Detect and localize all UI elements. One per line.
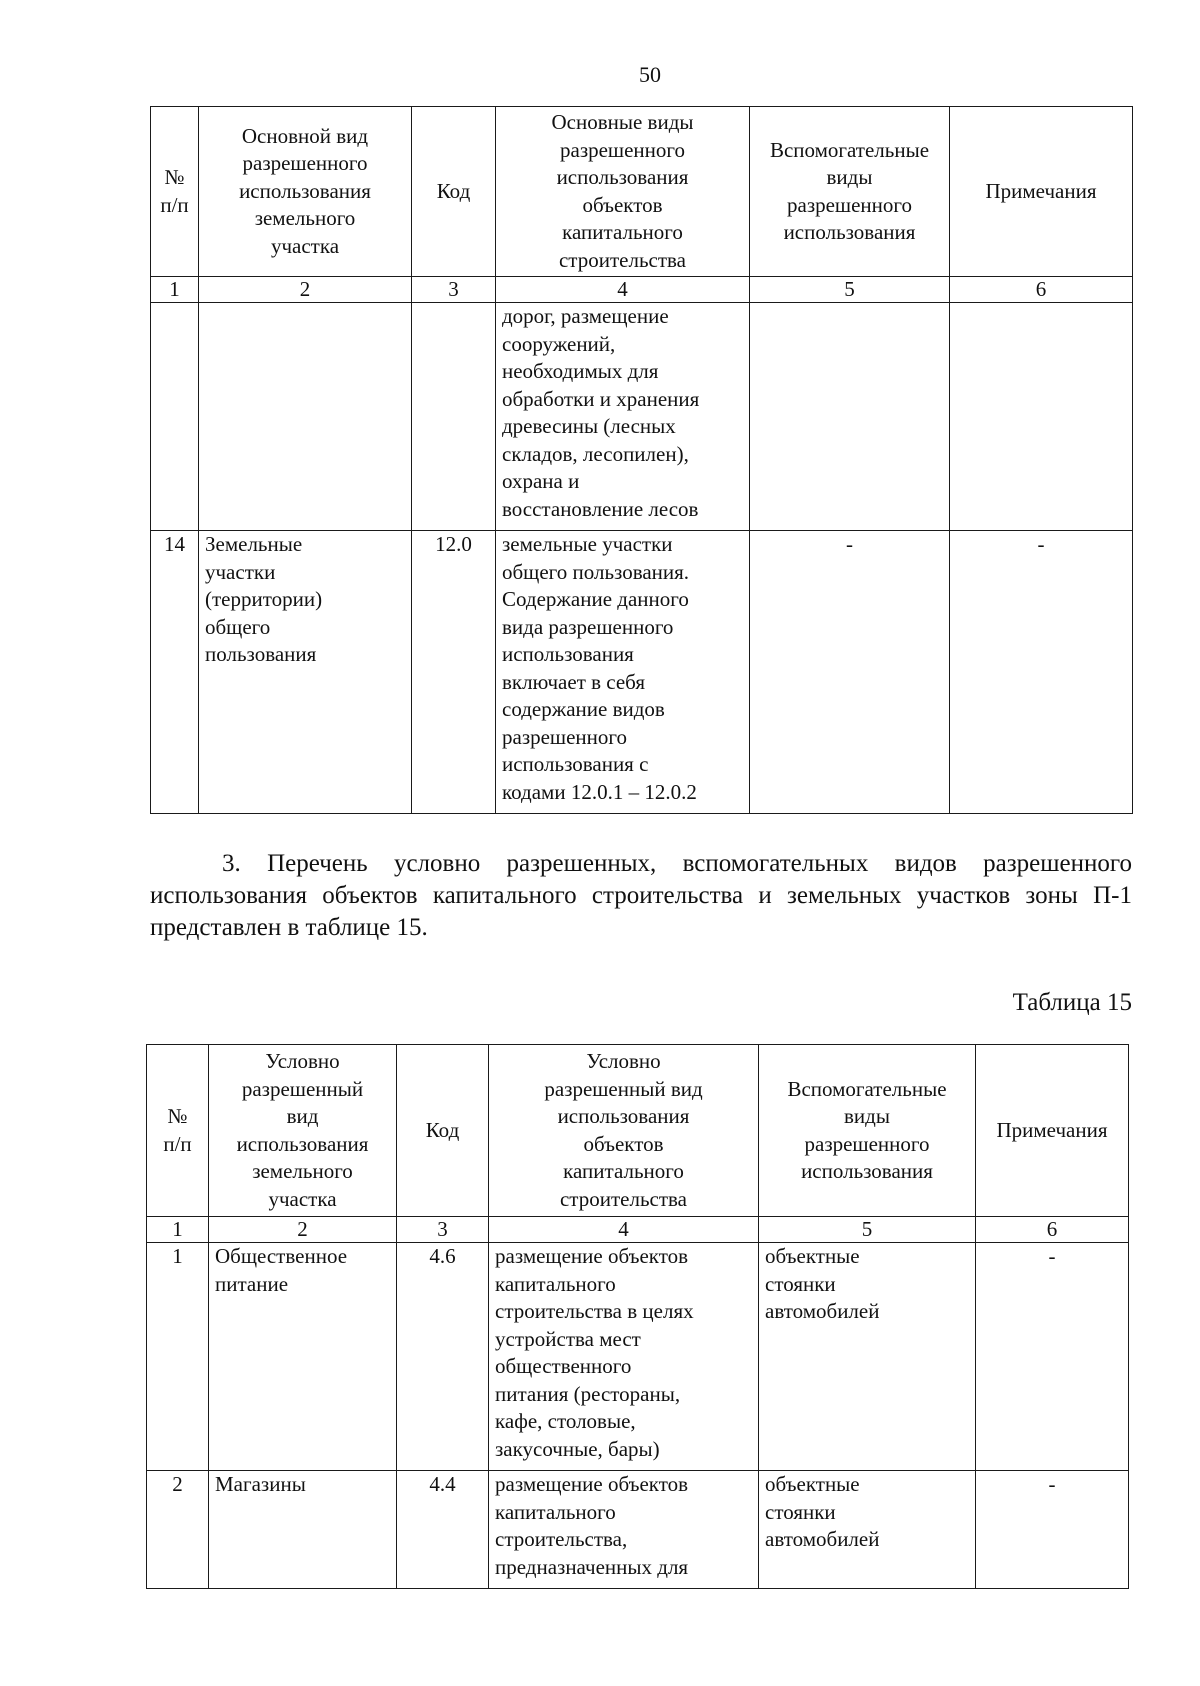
column-number: 1 bbox=[151, 277, 199, 303]
cell-capital-use: размещение объектов капитального строительства в целях устройства мест общественного питания (рестораны, кафе, столовые, закусочные, бары) bbox=[489, 1243, 759, 1471]
header-code: Код bbox=[412, 107, 496, 277]
cell-land-use: Магазины bbox=[209, 1471, 397, 1589]
cell-code bbox=[412, 303, 496, 531]
cell-number: 14 bbox=[151, 531, 199, 814]
cell-auxiliary: объектные стоянки автомобилей bbox=[759, 1471, 976, 1589]
column-number-row bbox=[151, 277, 1133, 303]
land-use-table-continued bbox=[150, 106, 1133, 814]
cell-number bbox=[151, 303, 199, 531]
header-capital-use: Условно разрешенный вид использования объектов капитального строительства bbox=[489, 1045, 759, 1217]
column-number: 5 bbox=[759, 1217, 976, 1243]
cell-capital-use: земельные участки общего пользования. Содержание данного вида разрешенного использования включает в себя содержание видов разрешенного использования с кодами 12.0.1 – 12.0.2 bbox=[496, 531, 750, 814]
cell-notes: - bbox=[950, 531, 1133, 814]
column-number: 4 bbox=[489, 1217, 759, 1243]
column-number: 3 bbox=[397, 1217, 489, 1243]
cell-auxiliary bbox=[750, 303, 950, 531]
column-number: 2 bbox=[199, 277, 412, 303]
header-auxiliary: Вспомогательные виды разрешенного использования bbox=[750, 107, 950, 277]
cell-land-use bbox=[199, 303, 412, 531]
cell-number: 1 bbox=[147, 1243, 209, 1471]
table-header-row bbox=[147, 1045, 1129, 1217]
cell-capital-use: размещение объектов капитального строительства, предназначенных для bbox=[489, 1471, 759, 1589]
column-number: 2 bbox=[209, 1217, 397, 1243]
table-row bbox=[151, 531, 1133, 814]
column-number: 6 bbox=[950, 277, 1133, 303]
column-number: 4 bbox=[496, 277, 750, 303]
header-number: № п/п bbox=[151, 107, 199, 277]
header-land-use: Основной вид разрешенного использования земельного участка bbox=[199, 107, 412, 277]
cell-notes: - bbox=[976, 1243, 1129, 1471]
table-row bbox=[147, 1243, 1129, 1471]
column-number-row bbox=[147, 1217, 1129, 1243]
column-number: 5 bbox=[750, 277, 950, 303]
cell-auxiliary: - bbox=[750, 531, 950, 814]
table-row bbox=[151, 303, 1133, 531]
cell-auxiliary: объектные стоянки автомобилей bbox=[759, 1243, 976, 1471]
conditional-use-table bbox=[146, 1044, 1129, 1589]
header-code: Код bbox=[397, 1045, 489, 1217]
header-notes: Примечания bbox=[976, 1045, 1129, 1217]
cell-land-use: Земельные участки (территории) общего пользования bbox=[199, 531, 412, 814]
cell-notes bbox=[950, 303, 1133, 531]
cell-code: 4.4 bbox=[397, 1471, 489, 1589]
header-land-use: Условно разрешенный вид использования земельного участка bbox=[209, 1045, 397, 1217]
table-row bbox=[147, 1471, 1129, 1589]
cell-capital-use: дорог, размещение сооружений, необходимых для обработки и хранения древесины (лесных складов, лесопилен), охрана и восстановление лесов bbox=[496, 303, 750, 531]
header-capital-use: Основные виды разрешенного использования объектов капитального строительства bbox=[496, 107, 750, 277]
body-paragraph: 3. Перечень условно разрешенных, вспомогательных видов разрешенного использования объектов капитального строительства и земельных участков зоны П-1 представлен в таблице 15. bbox=[150, 850, 1132, 941]
column-number: 1 bbox=[147, 1217, 209, 1243]
header-auxiliary: Вспомогательные виды разрешенного использования bbox=[759, 1045, 976, 1217]
cell-notes: - bbox=[976, 1471, 1129, 1589]
table-header-row bbox=[151, 107, 1133, 277]
table-caption: Таблица 15 bbox=[1012, 989, 1132, 1016]
column-number: 3 bbox=[412, 277, 496, 303]
cell-number: 2 bbox=[147, 1471, 209, 1589]
column-number: 6 bbox=[976, 1217, 1129, 1243]
page-number: 50 bbox=[639, 62, 661, 87]
cell-code: 12.0 bbox=[412, 531, 496, 814]
header-notes: Примечания bbox=[950, 107, 1133, 277]
cell-code: 4.6 bbox=[397, 1243, 489, 1471]
cell-land-use: Общественное питание bbox=[209, 1243, 397, 1471]
header-number: № п/п bbox=[147, 1045, 209, 1217]
